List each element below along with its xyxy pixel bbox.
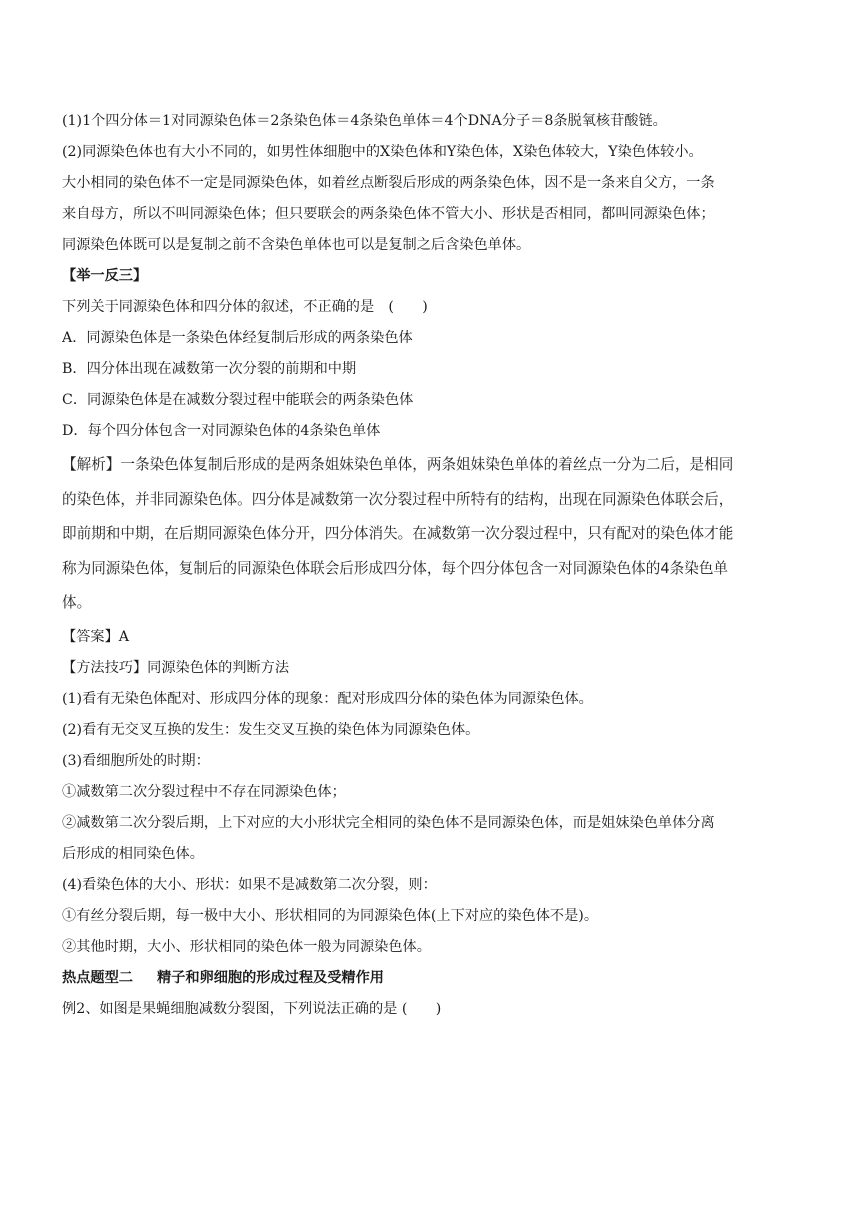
analysis-line: 称为同源染色体，复制后的同源染色体联会后形成四分体，每个四分体包含一对同源染色体的4条染色单: [62, 559, 729, 577]
practice-heading: 【举一反三】: [62, 268, 148, 284]
answer: 【答案】A: [62, 628, 129, 645]
method-title: 【方法技巧】同源染色体的判断方法: [62, 659, 290, 676]
options-list: [62, 323, 802, 447]
option-b: B．四分体出现在减数第一次分裂的前期和中期: [62, 361, 357, 377]
method-line: (2)看有无交叉互换的发生：发生交叉互换的染色体为同源染色体。: [62, 721, 480, 738]
intro-line: (2)同源染色体也有大小不同的，如男性体细胞中的X染色体和Y染色体，X染色体较大，Y染色体较小。: [62, 144, 703, 160]
document-page: [62, 106, 802, 1025]
method-list: [62, 684, 802, 963]
intro-line: 同源染色体既可以是复制之前不含染色单体也可以是复制之后含染色单体。: [62, 237, 531, 253]
option-c: C．同源染色体是在减数分裂过程中能联会的两条染色体: [62, 392, 414, 408]
analysis-line: 的染色体，并非同源染色体。四分体是减数第一次分裂过程中所特有的结构，出现在同源染色体联会后，: [62, 490, 734, 508]
method-line: (1)看有无染色体配对、形成四分体的现象：配对形成四分体的染色体为同源染色体。: [62, 690, 593, 707]
intro-block: [62, 106, 802, 261]
method-line: ②其他时期，大小、形状相同的染色体一般为同源染色体。: [62, 938, 431, 955]
analysis-block: [62, 448, 802, 621]
method-line: ①有丝分裂后期，每一极中大小、形状相同的为同源染色体(上下对应的染色体不是)。: [62, 907, 599, 924]
method-line: (4)看染色体的大小、形状：如果不是减数第二次分裂，则：: [62, 876, 437, 893]
intro-line: (1)1个四分体＝1对同源染色体＝2条染色体＝4条染色单体＝4个DNA分子＝8条脱氧核苷酸链。: [62, 113, 667, 129]
intro-line: 来自母方，所以不叫同源染色体；但只要联会的两条染色体不管大小、形状是否相同，都叫同源染色体；: [62, 206, 715, 222]
method-line: 后形成的相同染色体。: [62, 845, 204, 862]
option-a: A．同源染色体是一条染色体经复制后形成的两条染色体: [62, 330, 413, 346]
option-d: D．每个四分体包含一对同源染色体的4条染色单体: [62, 423, 381, 439]
section-label: 热点题型二: [62, 969, 133, 986]
section-title: 精子和卵细胞的形成过程及受精作用: [156, 969, 384, 986]
analysis-line: 即前期和中期，在后期同源染色体分开，四分体消失。在减数第一次分裂过程中，只有配对的染色体才能: [62, 525, 734, 542]
method-line: ②减数第二次分裂后期，上下对应的大小形状完全相同的染色体不是同源染色体，而是姐妹染色单体分离: [62, 814, 715, 831]
section-heading: [62, 963, 802, 994]
method-line: ①减数第二次分裂过程中不存在同源染色体；: [62, 783, 346, 800]
method-line: (3)看细胞所处的时期：: [62, 752, 210, 769]
question-stem: 下列关于同源染色体和四分体的叙述，不正确的是 ( ): [62, 299, 428, 315]
analysis-line: 【解析】一条染色体复制后形成的是两条姐妹染色单体，两条姐妹染色单体的着丝点一分为二后，是相同: [62, 456, 734, 473]
analysis-line: 体。: [62, 594, 92, 611]
example-question: 例2、如图是果蝇细胞减数分裂图，下列说法正确的是 ( ): [62, 1000, 442, 1017]
intro-line: 大小相同的染色体不一定是同源染色体，如着丝点断裂后形成的两条染色体，因不是一条来自父方，一条: [62, 175, 715, 191]
